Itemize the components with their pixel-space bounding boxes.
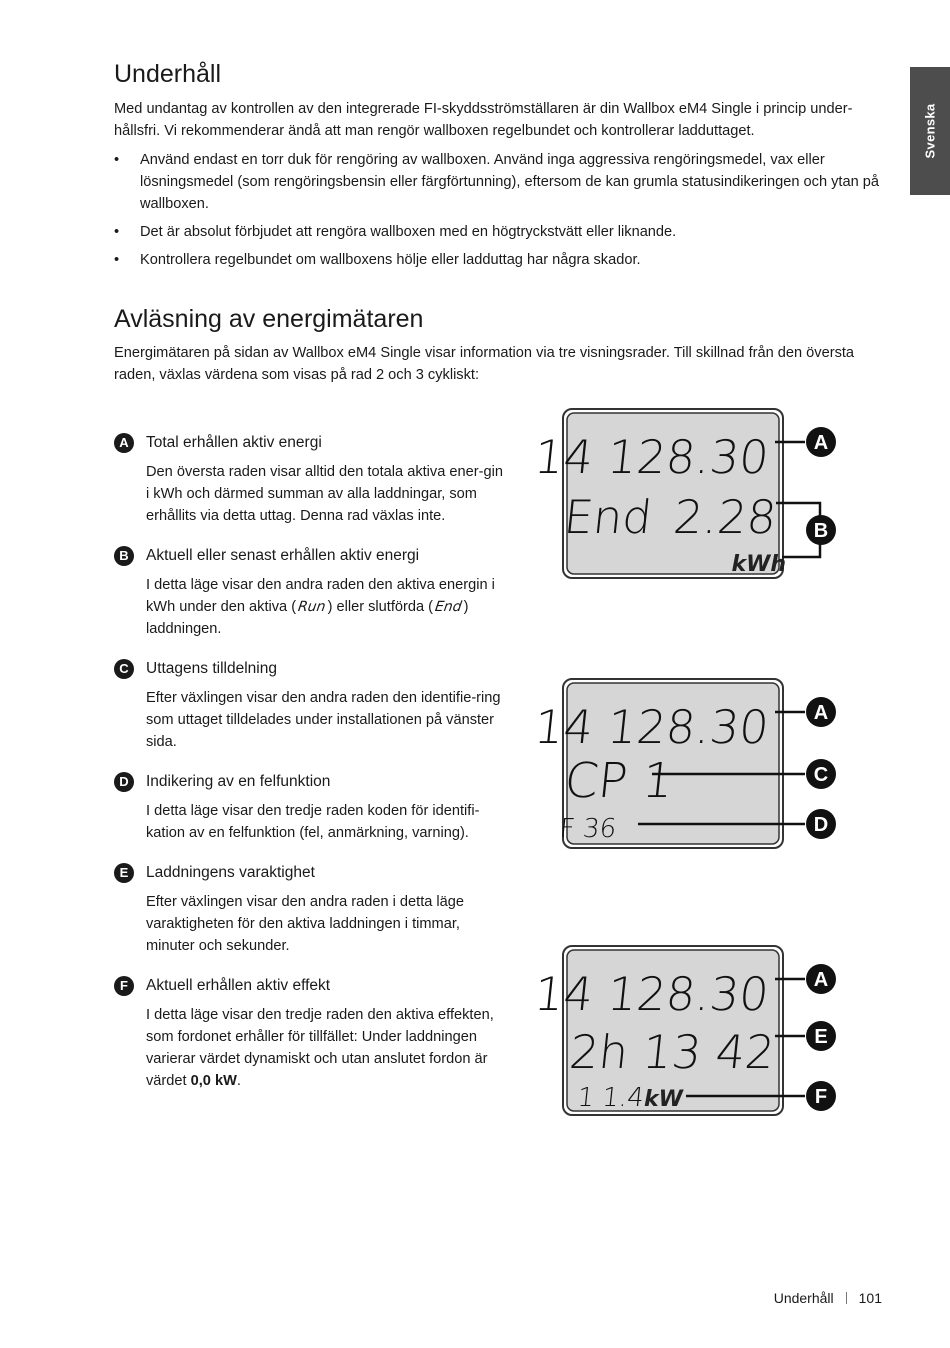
footer-section-label: Underhåll <box>773 1290 834 1306</box>
badge-a: A <box>114 433 134 453</box>
legend-title: Laddningens varaktighet <box>146 864 315 881</box>
legend-title: Indikering av en felfunktion <box>146 773 331 790</box>
legend-item-e <box>114 862 514 957</box>
bullet-item: • Kontrollera regelbundet om wallboxens hölje eller ladduttag har några skador. <box>114 252 641 268</box>
display-unit: kW <box>644 1087 683 1112</box>
bullet-item: • Använd endast en torr duk för rengöring av wallboxen. Använd inga aggressiva rengöringsmedel, vax eller lösningsmedel (som rengöringsbensin eller färgförtunning), eftersom de kan grumla statusindikeringen och ytan på wallboxen. <box>114 152 880 212</box>
section-heading-maintenance: Underhåll <box>114 60 222 88</box>
legend-body-text: . <box>236 1073 241 1089</box>
callout-label-a: A <box>813 702 829 724</box>
energy-meter-display-1 <box>531 405 850 585</box>
legend-body: I detta läge visar den tredje raden koden för identifi-kation av en felfunktion (fel, anmärkning, varning). <box>146 803 480 841</box>
display-row3-left: F 36 <box>558 814 618 844</box>
legend-item-f <box>114 975 514 1092</box>
legend-item-c <box>114 658 514 753</box>
bullet-text: Det är absolut förbjudet att rengöra wallboxen med en högtryckstvätt eller liknande. <box>140 224 677 240</box>
footer-divider <box>846 1292 847 1304</box>
legend-title: Total erhållen aktiv energi <box>146 434 322 451</box>
legend-body-text: I detta läge visar den andra raden den aktiva energin i kWh under den aktiva ( <box>146 577 495 615</box>
energy-meter-display-2 <box>531 675 850 855</box>
callout-label-a: A <box>813 432 829 454</box>
bullet-text: Använd endast en torr duk för rengöring av wallboxen. Använd inga aggressiva rengöringsmedel, vax eller lösningsmedel (som rengöringsbensin eller färgförtunning), eftersom de kan grumla statusindikeringen och ytan på wallboxen. <box>140 152 880 212</box>
maintenance-intro-line2: hållsfri. Vi rekommenderar ändå att man rengör wallboxen regelbundet och kontrollerar ladduttaget. <box>114 123 755 139</box>
bullet-text: Kontrollera regelbundet om wallboxens hölje eller ladduttag har några skador. <box>140 252 641 268</box>
badge-d: D <box>114 772 134 792</box>
badge-c: C <box>114 659 134 679</box>
maintenance-bullet-list <box>114 149 884 277</box>
legend-body: Den översta raden visar alltid den totala aktiva ener-gin i kWh och därmed summan av alla laddningar, som erhållits via detta uttag. Denna rad växlas inte. <box>146 464 503 524</box>
badge-b: B <box>114 546 134 566</box>
legend-title: Aktuell erhållen aktiv effekt <box>146 977 331 994</box>
legend-body: Efter växlingen visar den andra raden den identifie-ring som uttaget tilldelades under installationen på vänster sida. <box>146 690 501 750</box>
legend-body-text: ) laddningen. <box>146 599 469 637</box>
display-row2-left: End <box>561 490 655 544</box>
display-row1: 14 128.30 <box>531 967 772 1021</box>
legend-body: Efter växlingen visar den andra raden i detta läge varaktigheten för den aktiva laddningen i timmar, minuter och sekunder. <box>146 894 465 954</box>
legend-title: Uttagens tilldelning <box>146 660 277 677</box>
page-number: 101 <box>858 1290 882 1306</box>
badge-f: F <box>114 976 134 996</box>
bullet-item: • Det är absolut förbjudet att rengöra wallboxen med en högtryckstvätt eller liknande. <box>114 224 677 240</box>
legend-body <box>146 1004 506 1092</box>
page-footer <box>774 1288 882 1308</box>
badge-e: E <box>114 863 134 883</box>
callout-label-c: C <box>813 764 829 786</box>
language-tab <box>910 67 950 195</box>
legend-body-text: I detta läge visar den tredje raden den aktiva effekten, som fordonet erhåller för tillfället: Under laddningen varierar värdet dynamiskt och utan anslutet fordon är värdet <box>146 1007 494 1089</box>
legend-body-text: ) eller slutförda ( <box>327 599 433 615</box>
section-heading-energy-meter: Avläsning av energimätaren <box>114 305 424 333</box>
callout-label-f: F <box>814 1086 828 1108</box>
callout-label-e: E <box>814 1026 828 1048</box>
display-row1: 14 128.30 <box>531 700 772 754</box>
end-lcd-glyph: End <box>433 599 463 615</box>
display-row2-left: 2h 13 42 <box>566 1025 778 1079</box>
run-lcd-glyph: Run <box>296 599 327 615</box>
maintenance-intro-line1: Med undantag av kontrollen av den integrerade FI-skyddsströmställaren är din Wallbox eM4 Single i princip under- <box>114 101 853 117</box>
callout-label-a: A <box>813 969 829 991</box>
display-unit: kWh <box>731 552 786 577</box>
legend-item-d <box>114 771 514 844</box>
callout-label-d: D <box>813 814 829 836</box>
display-row2-right: 2.28 <box>671 490 780 544</box>
legend-title: Aktuell eller senast erhållen aktiv energi <box>146 547 420 564</box>
display-row1: 14 128.30 <box>531 430 772 484</box>
energy-meter-display-3 <box>531 942 850 1122</box>
callout-label-b: B <box>813 520 829 542</box>
maintenance-intro <box>114 98 886 142</box>
display-row3-left: 1 1.4 <box>576 1083 646 1113</box>
legend-item-b <box>114 545 514 640</box>
legend-body-bold: 0,0 kW <box>190 1073 237 1089</box>
language-tab-label: Svenska <box>922 103 938 159</box>
display-row2-left: CP 1 <box>561 753 677 809</box>
energy-meter-intro: Energimätaren på sidan av Wallbox eM4 Single visar information via tre visningsrader. Till skillnad från den översta raden, växlas värdena som visas på rad 2 och 3 cykliskt: <box>114 345 855 383</box>
legend-body <box>146 574 506 640</box>
legend-item-a <box>114 432 514 527</box>
